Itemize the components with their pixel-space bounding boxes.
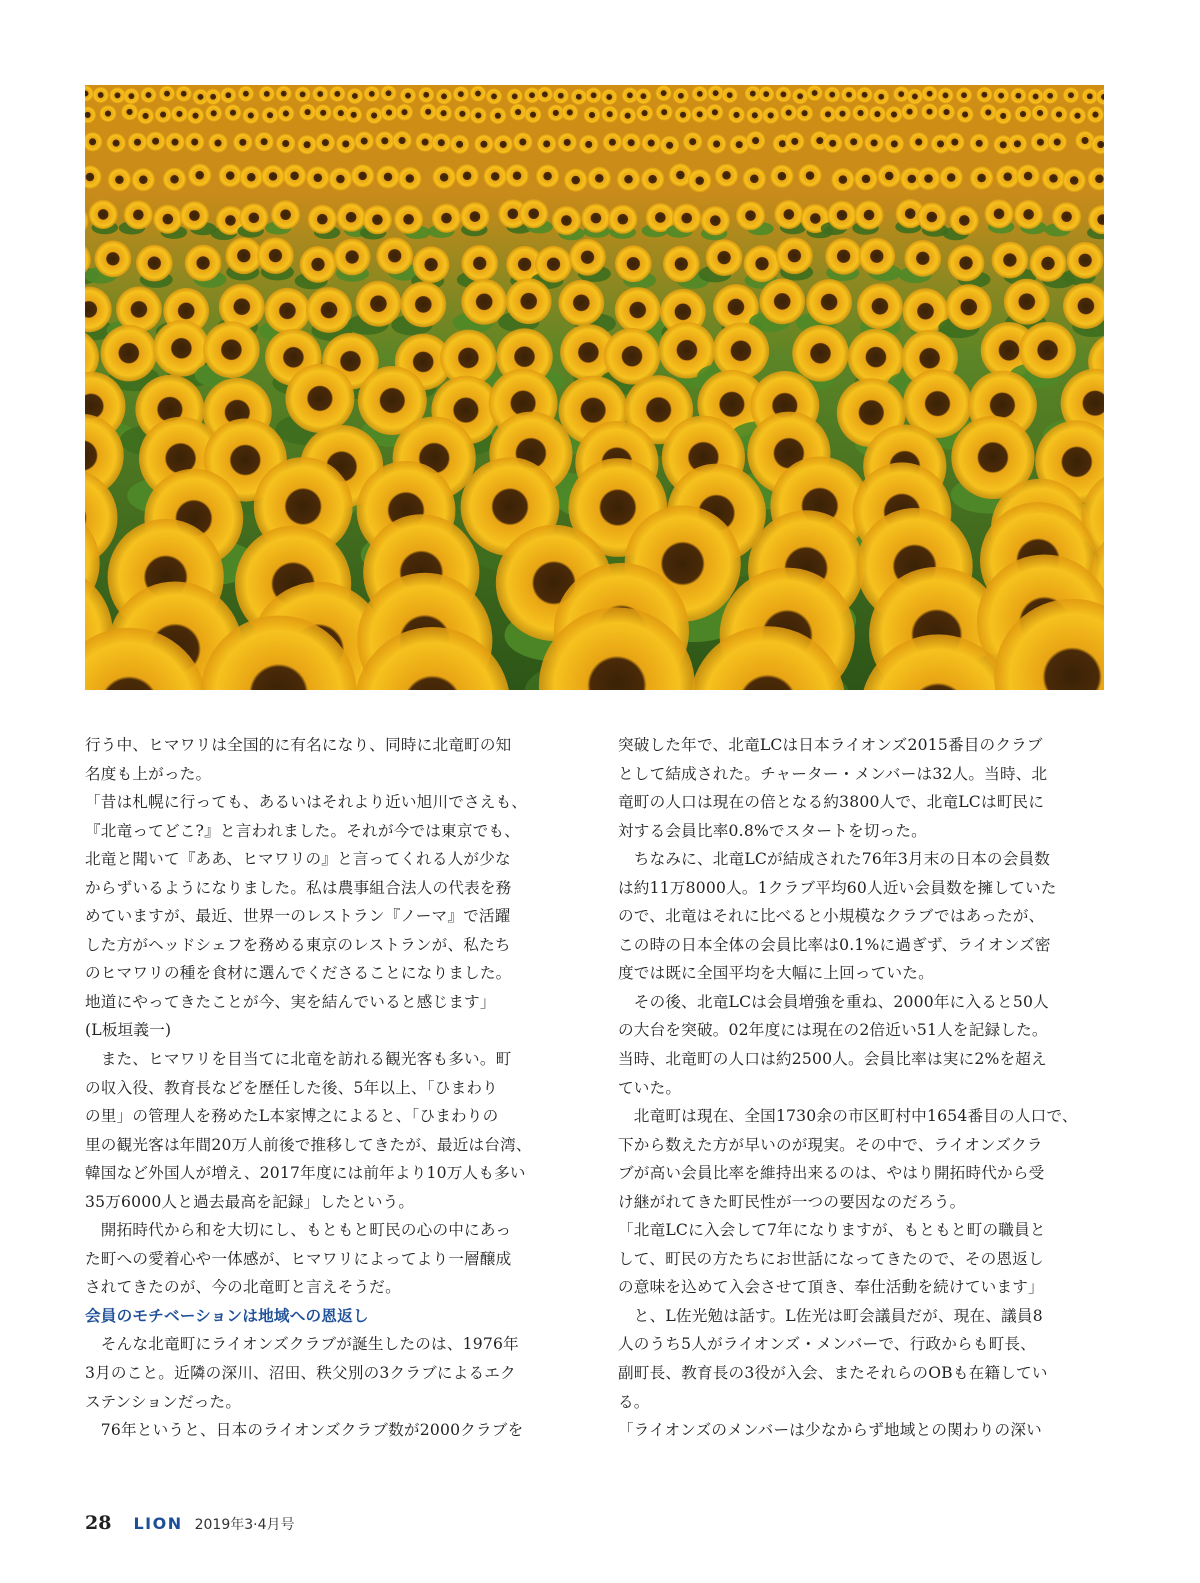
article-right-column <box>618 731 1116 1445</box>
quote-paragraph: 「北竜LCに入会して7年になりますが、もともと町の職員と して、町民の方たちにお世話になってきたので、その恩返し の意味を込めて入会させて頂き、奉仕活動を続けています」 <box>618 1221 1046 1297</box>
page-number: 28 <box>85 1512 112 1534</box>
sunflower-field-photo <box>85 85 1104 690</box>
paragraph: 76年というと、日本のライオンズクラブ数が2000クラブを <box>85 1421 524 1440</box>
article-left-column <box>85 731 583 1445</box>
quote-paragraph: 「昔は札幌に行っても、あるいはそれより近い旭川でさえも、 『北竜ってどこ?』と言われました。それが今では東京でも、 北竜と聞いて『ああ、ヒマワリの』と言ってくれる人が少な からずいるようになりました。私は農事組合法人の代表を務 めていますが、最近、世界一のレストラン『ノーマ』で活躍 した方がヘッドシェフを務める東京のレストランが、私たち のヒマワリの種を食材に選んでくださることになりました。 地道にやってきたことが今、実を結んでいると感じます」 (L板垣義一) <box>85 793 528 1040</box>
paragraph: 北竜町は現在、全国1730余の市区町村中1654番目の人口で、 下から数えた方が早いのが現実。その中で、ライオンズクラ ブが高い会員比率を維持出来るのは、やはり開拓時代から受 け継がれてきた町民性が一つの要因なのだろう。 <box>618 1107 1078 1211</box>
page-footer <box>85 1512 295 1536</box>
issue-label: 2019年3·4月号 <box>194 1517 295 1533</box>
paragraph: その後、北竜LCは会員増強を重ね、2000年に入ると50人 の大台を突破。02年度には現在の2倍近い51人を記録した。 当時、北竜町の人口は約2500人。会員比率は実に2%を超え ていた。 <box>618 992 1049 1097</box>
magazine-logo: LION <box>133 1514 183 1533</box>
paragraph: 行う中、ヒマワリは全国的に有名になり、同時に北竜町の知 名度も上がった。 <box>85 736 512 783</box>
paragraph: 「ライオンズのメンバーは少なからず地域との関わりの深い <box>618 1421 1042 1440</box>
paragraph: また、ヒマワリを目当てに北竜を訪れる観光客も多い。町 の収入役、教育長などを歴任した後、5年以上、「ひまわり の里」の管理人を務めたL本家博之によると、「ひまわりの 里の観光客は年間20万人前後で推移してきたが、最近は台湾、 韓国など外国人が増え、2017年度には前年より10万人も多い 35万6000人と過去最高を記録」したという。 <box>85 1050 532 1211</box>
paragraph: そんな北竜町にライオンズクラブが誕生したのは、1976年 3月のこと。近隣の深川、沼田、秩父別の3クラブによるエク ステンションだった。 <box>85 1335 519 1411</box>
section-heading: 会員のモチベーションは地域への恩返し <box>85 1306 369 1325</box>
paragraph: と、L佐光勉は話す。L佐光は町会議員だが、現在、議員8 人のうち5人がライオンズ・メンバーで、行政からも町長、 副町長、教育長の3役が入会、またそれらのOBも在籍してい る。 <box>618 1306 1048 1411</box>
paragraph: 開拓時代から和を大切にし、もともと町民の心の中にあっ た町への愛着心や一体感が、ヒマワリによってより一層醸成 されてきたのが、今の北竜町と言えそうだ。 <box>85 1221 512 1297</box>
sunflower-field-image <box>85 85 1104 690</box>
paragraph: 突破した年で、北竜LCは日本ライオンズ2015番目のクラブ として結成された。チャーター・メンバーは32人。当時、北 竜町の人口は現在の倍となる約3800人で、北竜LCは町民に 対する会員比率0.8%でスタートを切った。 <box>618 736 1048 840</box>
paragraph: ちなみに、北竜LCが結成された76年3月末の日本の会員数 は約11万8000人。1クラブ平均60人近い会員数を擁していた ので、北竜はそれに比べると小規模なクラブではあったが、 この時の日本全体の会員比率は0.1%に過ぎず、ライオンズ密 度では既に全国平均を大幅に上回っていた。 <box>618 850 1057 983</box>
